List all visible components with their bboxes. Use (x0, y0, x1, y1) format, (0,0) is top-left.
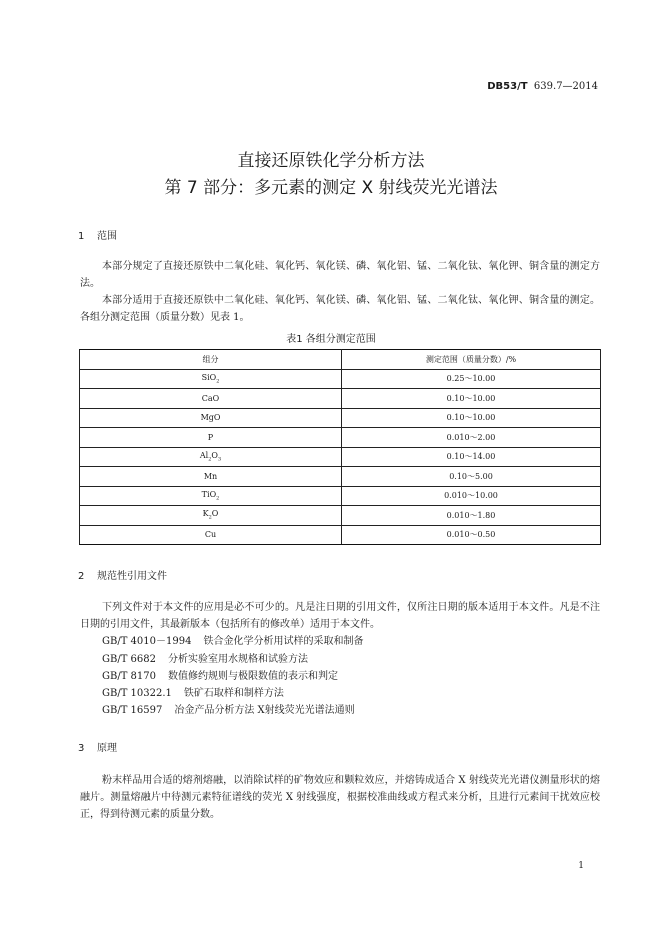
component-cell: $Al_2O_3$ (80, 447, 342, 467)
reference-item (102, 633, 363, 650)
section-title: 原理 (97, 743, 117, 754)
component-cell: MgO (80, 408, 342, 428)
principle-paragraph: 粉末样品用合适的熔剂熔融，以消除试样的矿物效应和颗粒效应，并熔铸成适合 X 射线荧光光谱仪测量形状的熔融片。测量熔融片中待测元素特征谱线的荧光 X 射线强度，根据校准曲线或方程式来分析，且进行元素间干扰效应校正，得到待测元素的质量分数。 (80, 775, 600, 820)
component-cell: P (80, 428, 342, 448)
principle-text (80, 772, 600, 823)
scope-paragraph-2: 本部分适用于直接还原铁中二氧化硅、氧化钙、氧化镁、磷、氧化铝、锰、二氧化钛、氧化钾、铜含量的测定。各组分测定范围（质量分数）见表 1。 (80, 295, 600, 323)
table-row (80, 408, 601, 428)
table-row (80, 447, 601, 467)
reference-item (102, 702, 355, 719)
reference-title: 数值修约规则与极限数值的表示和判定 (168, 671, 339, 682)
range-cell: 0.010～2.00 (342, 428, 601, 448)
reference-code: GB/T 6682 (102, 654, 157, 665)
standard-code (487, 81, 598, 92)
section-heading-scope (78, 227, 117, 242)
column-header-component: 组分 (80, 350, 342, 370)
section-number: 2 (78, 571, 85, 582)
scope-paragraph-1: 本部分规定了直接还原铁中二氧化硅、氧化钙、氧化镁、磷、氧化铝、锰、二氧化钛、氧化钾、铜含量的测定方法。 (80, 261, 600, 289)
reference-code: GB/T 10322.1 (102, 688, 172, 699)
column-header-range: 测定范围（质量分数）/% (342, 350, 601, 370)
section-title: 规范性引用文件 (97, 571, 167, 582)
table-row (80, 525, 601, 545)
section-number: 3 (78, 743, 85, 754)
reference-item (102, 651, 308, 668)
range-cell: 0.10～10.00 (342, 389, 601, 409)
document-subtitle: 第 7 部分：多元素的测定 X 射线荧光光谱法 (164, 178, 498, 198)
table-row (80, 467, 601, 487)
table-caption: 表1 各组分测定范围 (286, 334, 376, 345)
range-cell: 0.010～10.00 (342, 486, 601, 506)
range-cell: 0.25～10.00 (342, 369, 601, 389)
component-cell: Cu (80, 525, 342, 545)
reference-code: GB/T 4010－1994 (102, 636, 192, 647)
reference-title: 铁矿石取样和制样方法 (183, 688, 284, 699)
table-row (80, 389, 601, 409)
document-title: 直接还原铁化学分析方法 (237, 151, 425, 171)
range-cell: 0.10～10.00 (342, 408, 601, 428)
standard-prefix: DB53/T (487, 81, 528, 92)
section-heading-normative-references (78, 567, 167, 582)
scope-paragraphs (80, 258, 600, 326)
reference-code: GB/T 16597 (102, 705, 163, 716)
section-heading-principle (78, 739, 117, 754)
table-row (80, 369, 601, 389)
component-cell: CaO (80, 389, 342, 409)
component-cell: Mn (80, 467, 342, 487)
range-cell: 0.010～1.80 (342, 506, 601, 526)
range-cell: 0.10～5.00 (342, 467, 601, 487)
references-paragraph: 下列文件对于本文件的应用是必不可少的。凡是注日期的引用文件，仅所注日期的版本适用于本文件。凡是不注日期的引用文件，其最新版本（包括所有的修改单）适用于本文件。 (80, 602, 600, 630)
reference-item (102, 668, 338, 685)
component-cell: $K_2O$ (80, 506, 342, 526)
table-row (80, 486, 601, 506)
section-number: 1 (78, 231, 85, 242)
range-table (79, 349, 601, 545)
reference-title: 分析实验室用水规格和试验方法 (168, 654, 309, 665)
page-number: 1 (578, 861, 584, 871)
reference-item (102, 685, 284, 702)
table-header-row (80, 350, 601, 370)
reference-title: 冶金产品分析方法 X射线荧光光谱法通则 (174, 705, 355, 716)
component-cell: SiO$_2$ (80, 369, 342, 389)
reference-title: 铁合金化学分析用试样的采取和制备 (203, 636, 364, 647)
reference-code: GB/T 8170 (102, 671, 157, 682)
component-cell: TiO$_2$ (80, 486, 342, 506)
table-row (80, 506, 601, 526)
range-cell: 0.10～14.00 (342, 447, 601, 467)
table-row (80, 428, 601, 448)
references-intro (80, 599, 600, 633)
section-title: 范围 (97, 231, 117, 242)
range-cell: 0.010～0.50 (342, 525, 601, 545)
standard-number: 639.7—2014 (533, 81, 598, 92)
